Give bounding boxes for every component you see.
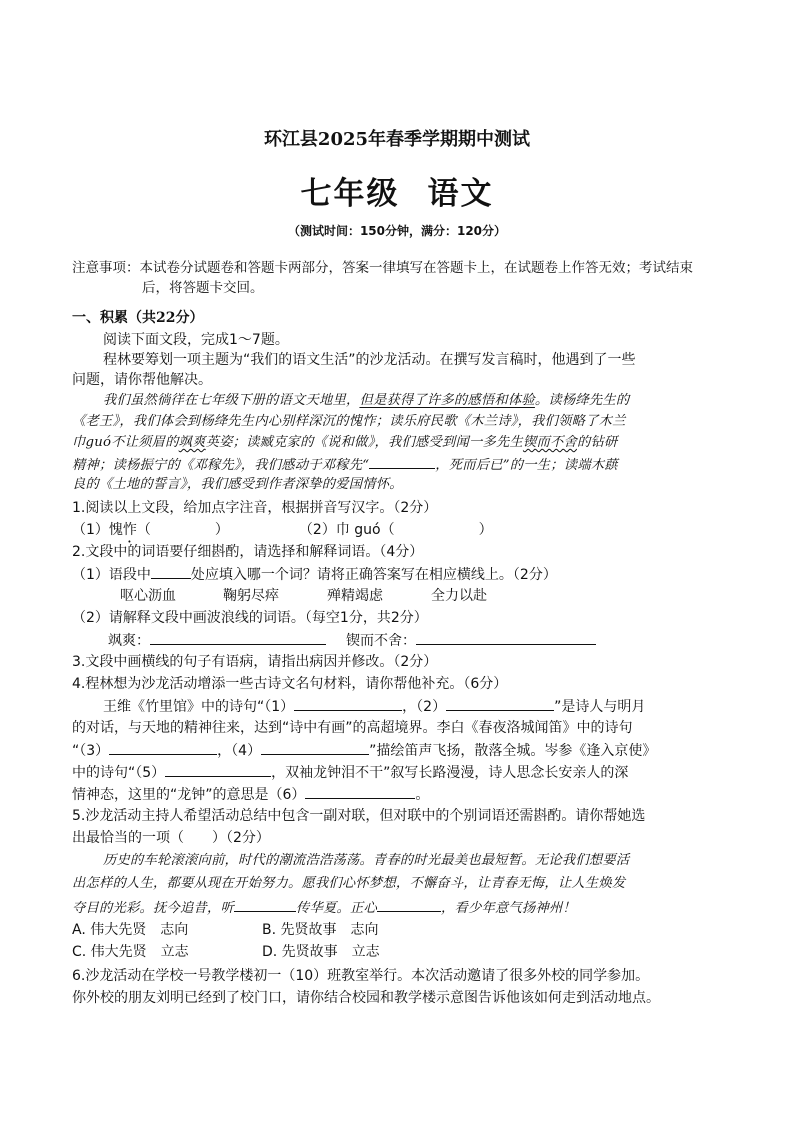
q4-text: ，（4） [217,743,262,759]
q2-sub1-text: （1）语段中 [72,567,151,583]
option-d[interactable]: D. 先贤故事 立志 [262,944,380,960]
poem-blank-3[interactable] [109,740,217,755]
passage-line-4 [72,454,618,476]
passage-line-5: 良的《土地的誓言》，我们感受到作者深挚的爱国情怀。 [72,477,403,492]
q2-stem: 2.文段中的词语要仔细斟酌，请选择和解释词语。（4分） [72,544,424,560]
poem-blank-5[interactable] [165,762,271,777]
passage-text: 英姿；读臧克家的《说和做》，我们感受到闻一多先生 [205,435,523,450]
q2-sub1 [72,564,557,585]
context-line-1: 程林要筹划一项主题为“我们的语文生活”的沙龙活动。在撰写发言稿时，他遇到了一些 [103,352,636,368]
answer-line-sashuang[interactable] [150,630,326,645]
couplet-text: 夺目的光彩。抚今追昔，听 [72,901,234,916]
q1-sub2-label: （2）巾 guó（ [298,522,395,538]
passage-text: 巾guó不让须眉的 [72,435,179,450]
notice-line-2: 后，将答题卡交回。 [142,280,264,296]
option-b[interactable]: B. 先贤故事 志向 [262,922,379,938]
q1-stem: 1.阅读以上文段，给加点字注音，根据拼音写汉字。（2分） [72,500,438,516]
couplet-text: 传华夏。正心 [295,901,377,916]
q2-sub2: （2）请解释文段中画波浪线的词语。（每空1分，共2分） [72,610,428,626]
couplet-text: ，看少年意气扬神州！ [440,901,576,916]
option-word: 呕心沥血 [120,588,176,604]
q4-line-4 [72,762,628,783]
passage-line-2: 《老王》，我们体会到杨绛先生内心别样深沉的愧怍；读乐府民歌《木兰诗》，我们领略了木兰 [72,414,626,429]
section-intro: 阅读下面文段，完成1～7题。 [103,332,289,348]
q2-word-answers [108,630,596,651]
word-label: 锲而不舍： [346,633,416,649]
passage-text: 精神；读杨振宁的《邓稼先》，我们感动于邓稼先“ [72,458,370,473]
passage-text: ，死而后已”的一生；读端木蕻 [435,458,618,473]
poem-blank-1[interactable] [294,696,402,711]
q2-options [120,586,487,606]
q6-line-2: 你外校的朋友刘明已经到了校门口，请你结合校园和教学楼示意图告诉他该如何走到活动地点。 [72,990,660,1006]
q5-stem-2: 出最恰当的一项（ ）（2分） [72,830,270,846]
q4-text: 中的诗句“（5） [72,765,166,781]
q4-text: 。 [415,787,430,803]
section-heading: 一、积累（共22分） [72,310,204,326]
option-c[interactable]: C. 伟大先贤 立志 [72,944,189,960]
context-line-2: 问题，请你帮他解决。 [72,372,212,388]
q4-line-5 [72,784,429,805]
answer-line-qieerbushe[interactable] [416,630,596,645]
dotted-char: 怍 [122,522,137,538]
q6-line-1: 6.沙龙活动在学校一号教学楼初一（10）班教室举行。本次活动邀请了很多外校的同学参加。 [72,968,650,984]
q4-text: ，双袖龙钟泪不干”叙写长路漫漫，诗人思念长安亲人的深 [271,765,629,781]
poem-blank-6[interactable] [305,784,415,799]
paren: （ [136,522,151,538]
notice-line-1: 注意事项：本试卷分试题卷和答题卡两部分，答案一律填写在答题卡上，在试题卷上作答无效；考试结束 [72,260,693,276]
q2-sub1-text: 处应填入哪一个词？请将正确答案写在相应横线上。（2分） [190,567,557,583]
q4-text: 王维《竹里馆》中的诗句“（1） [103,699,295,715]
paren: ） [214,522,229,538]
word-label: 飒爽： [108,633,150,649]
time-info: （测试时间：150分钟，满分：120分） [287,224,507,238]
grade-subject-title [0,168,794,213]
couplet-blank-1[interactable] [234,897,296,912]
q4-line-1 [103,696,645,717]
passage-line-1 [103,391,629,411]
paren: ） [478,522,493,538]
poem-blank-4[interactable] [261,740,369,755]
q4-text: ”描绘笛声飞扬，散落全城。岑参《逢入京使》 [369,743,657,759]
passage-text: 的钻研 [576,435,618,450]
underlined-sentence: 但是获得了许多的感悟和体验 [359,393,535,408]
q3-stem: 3.文段中画横线的句子有语病，请指出病因并修改。（2分） [72,654,438,670]
wavy-word-sashuang: 飒爽 [178,435,206,450]
couplet-line-3 [72,897,576,919]
q1-sub1-label: （1）愧 [72,522,123,538]
q5-stem-1: 5.沙龙活动主持人希望活动总结中包含一副对联，但对联中的个别词语还需斟酌。请你帮她选 [72,808,646,824]
option-word: 殚精竭虑 [327,588,383,604]
poem-blank-2[interactable] [446,696,554,711]
exam-title: 环江县2025年春季学期期中测试 [263,129,531,150]
q4-line-3 [72,740,656,761]
couplet-line-1: 历史的车轮滚滚向前，时代的潮流浩浩荡荡。青春的时光最美也最短暂。无论我们想要活 [103,853,630,868]
q4-text: ”是诗人与明月 [554,699,646,715]
wavy-word-qieerbushe: 锲而不舍 [522,435,577,450]
q5-options-row-1 [72,920,379,940]
q2-blank[interactable] [151,564,191,579]
option-word: 鞠躬尽瘁 [223,588,279,604]
option-a[interactable]: A. 伟大先贤 志向 [72,922,189,938]
q5-options-row-2 [72,942,380,962]
passage-blank[interactable] [369,454,435,469]
q4-text: ，（2） [402,699,447,715]
subject-label: 语文 [427,176,494,212]
passage-text: 我们虽然徜徉在七年级下册的语文天地里， [103,393,360,408]
couplet-line-2: 出怎样的人生，都要从现在开始努力。愿我们心怀梦想，不懈奋斗，让青春无悔，让人生焕发 [72,876,626,891]
option-word: 全力以赴 [431,588,487,604]
passage-text: 。读杨绛先生的 [534,393,630,408]
q4-text: 情神态，这里的“龙钟”的意思是（6） [72,787,306,803]
q4-text: “（3） [72,743,110,759]
q4-line-2: 的对话，与天地的精神往来，达到“诗中有画”的高超境界。李白《春夜洛城闻笛》中的诗句 [72,720,633,736]
couplet-blank-2[interactable] [377,897,441,912]
grade-label: 七年级 [300,176,400,212]
q4-stem: 4.程林想为沙龙活动增添一些古诗文名句材料，请你帮他补充。（6分） [72,676,508,692]
passage-line-3 [72,433,617,453]
